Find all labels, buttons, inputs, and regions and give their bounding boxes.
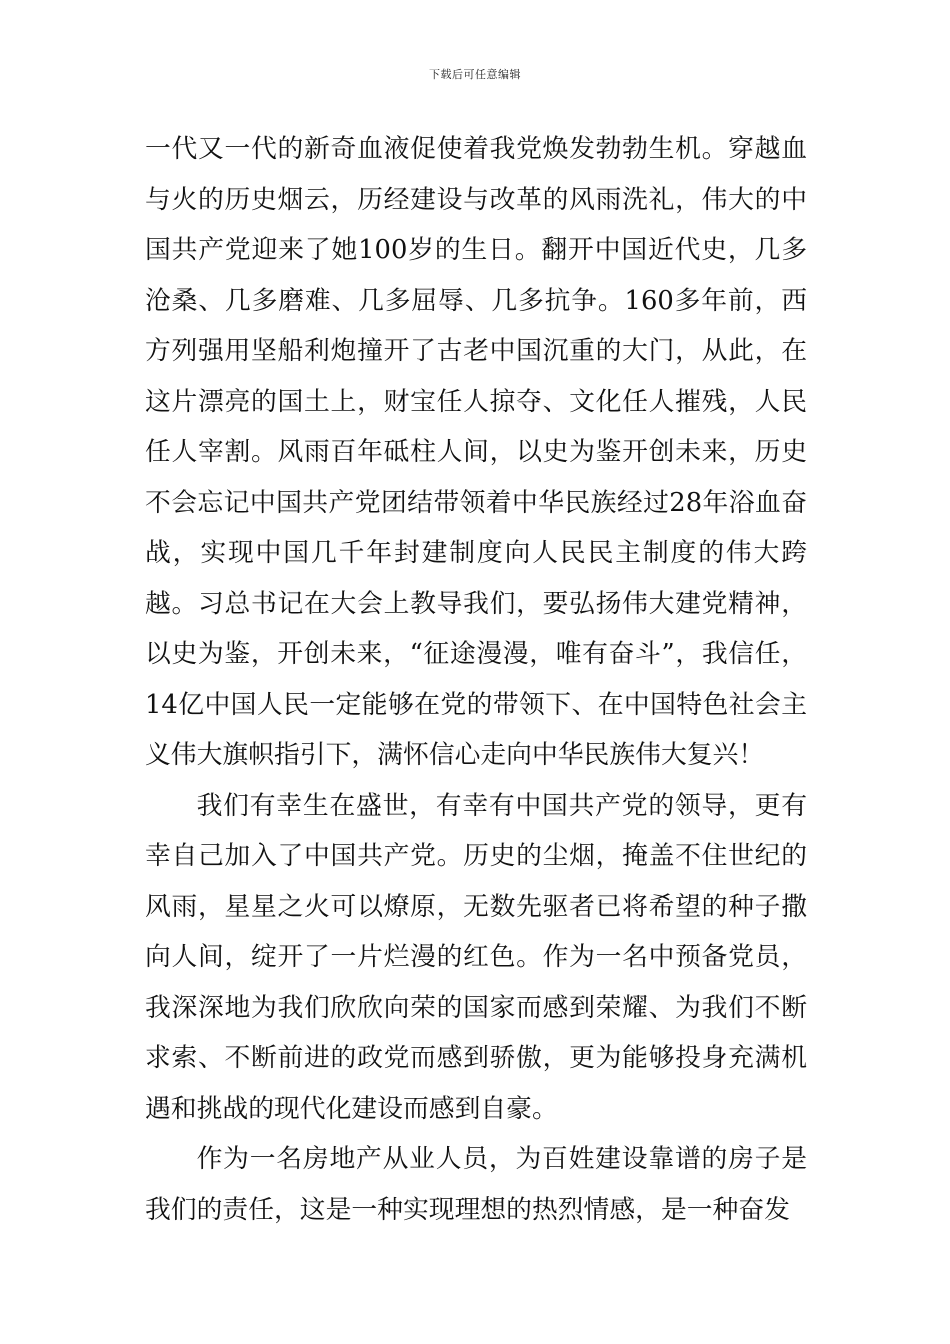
page-header-note: 下载后可任意编辑 <box>429 68 521 81</box>
paragraph-3: 作为一名房地产从业人员，为百姓建设靠谱的房子是我们的责任，这是一种实现理想的热烈情感，是一种奋发 <box>145 1144 807 1225</box>
document-body <box>145 124 807 1235</box>
paragraph-2: 我们有幸生在盛世，有幸有中国共产党的领导，更有幸自己加入了中国共产党。历史的尘烟，掩盖不住世纪的风雨，星星之火可以燎原，无数先驱者已将希望的种子撒向人间，绽开了一片烂漫的红色。作为一名中预备党员，我深深地为我们欣欣向荣的国家而感到荣耀、为我们不断求索、不断前进的政党而感到骄傲，更为能够投身充满机遇和挑战的现代化建设而感到自豪。 <box>145 790 807 1124</box>
paragraph-1: 一代又一代的新奇血液促使着我党焕发勃勃生机。穿越血与火的历史烟云，历经建设与改革的风雨洗礼，伟大的中国共产党迎来了她100岁的生日。翻开中国近代史，几多沧桑、几多磨难、几多屈辱、几多抗争。160多年前，西方列强用坚船利炮撞开了古老中国沉重的大门，从此，在这片漂亮的国土上，财宝任人掠夺、文化任人摧残，人民任人宰割。风雨百年砥柱人间，以史为鉴开创未来，历史不会忘记中国共产党团结带领着中华民族经过28年浴血奋战，实现中国几千年封建制度向人民民主制度的伟大跨越。习总书记在大会上教导我们，要弘扬伟大建党精神，以史为鉴，开创未来，“征途漫漫，唯有奋斗”，我信任，14亿中国人民一定能够在党的带领下、在中国特色社会主义伟大旗帜指引下，满怀信心走向中华民族伟大复兴！ <box>145 134 807 770</box>
